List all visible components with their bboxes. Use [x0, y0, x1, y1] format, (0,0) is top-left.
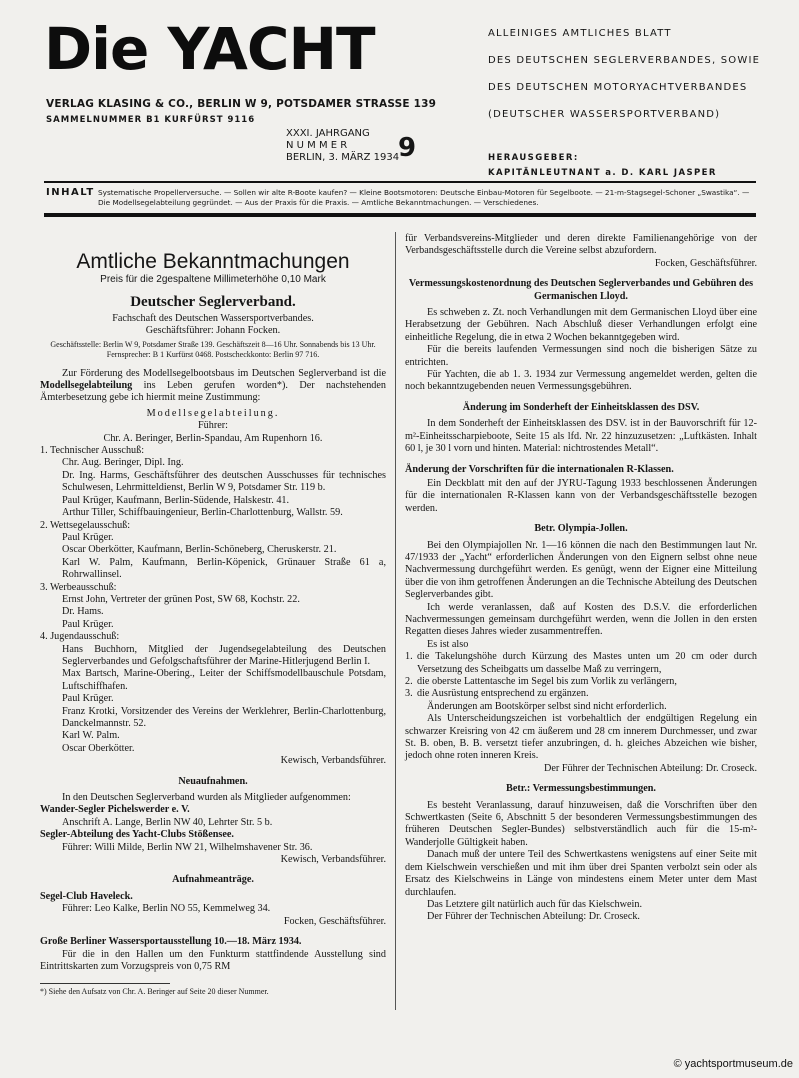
vermessung-paragraph: Für Yachten, die ab 1. 3. 1934 zur Vermessung angemeldet werden, gelten die noch bekanntzugebenden neuen Vermessungsgebühren.	[405, 369, 757, 393]
bestimmungen-heading: Betr.: Vermessungsbestimmungen.	[506, 783, 656, 795]
olympia-paragraph: Änderungen am Bootskörper selbst sind nicht erforderlich.	[427, 700, 667, 712]
committee-member: Oscar Oberkötter.	[62, 742, 135, 754]
bestimmungen-paragraph: Das Letztere gilt natürlich auch für das Kielschwein.	[427, 898, 642, 910]
olympia-paragraph: Als Unterscheidungszeichen ist vorbehaltlich der endgültigen Regelung ein schwarzer Kreisring von 42 cm äußerem und 28 cm innerem Durchmesser, und zwar St. B. oben, B. B. versetzt tiefer anzubringen, d. h. gleiches Abzeichen wie bisher, jedoch ohne roten inneren Kreis.	[405, 713, 757, 762]
committee-member: Max Bartsch, Marine-Obering., Leiter der Schiffsmodellbauschule Potsdam, Luftschiffhafen.	[62, 668, 386, 692]
footnote: *) Siehe den Aufsatz von Chr. A. Beringer auf Seite 20 dieser Nummer.	[40, 987, 269, 997]
official-statement	[488, 20, 760, 128]
committee-label: 1. Technischer Ausschuß:	[40, 445, 145, 457]
list-text: die oberste Lattentasche im Segel bis zum Vorlik zu verlängern,	[417, 676, 677, 687]
contents-text: Systematische Propellerversuche. — Sollen wir alte R-Boote kaufen? — Kleine Bootsmotoren: Deutsche Einbau-Motoren für Segelboote. — 21-m-Stagsegel-Schoner „Swastika“. — Die Modellsegelabteilung gegründet. — Aus der Praxis für die Praxis. — Amtliche Bekanntmachungen. — Verschiedenes.	[98, 188, 750, 207]
committee-member: Dr. Hams.	[62, 606, 104, 618]
left-column	[40, 230, 386, 997]
signature: Der Führer der Technischen Abteilung: Dr. Croseck.	[427, 911, 640, 923]
footnote-rule	[40, 983, 170, 984]
editor-block	[488, 151, 717, 181]
club-name: Wander-Segler Pichelswerder e. V.	[40, 804, 190, 816]
intro-text: ins Leben gerufen worden*). Der nachstehenden Ämterbesetzung gebe ich hiermit meine Zustimmung:	[40, 380, 386, 404]
official-line: DES DEUTSCHEN SEGLERVERBANDES, SOWIE	[488, 55, 761, 66]
vermessung-paragraph: Es schweben z. Zt. noch Verhandlungen mit dem Germanischen Lloyd über eine Herabsetzung der Gebühren. Nach Abschluß dieser Verhandlungen erfolgt eine einheitliche Regelung, die in etwa 2 Wochen bekanntgegeben wird.	[405, 307, 757, 343]
fuehrer-name: Chr. A. Beringer, Berlin-Spandau, Am Rupenhorn 16.	[103, 432, 323, 444]
official-line: (DEUTSCHER WASSERSPORTVERBAND)	[488, 109, 721, 120]
watermark: © yachtsportmuseum.de	[673, 1058, 793, 1070]
intro-text: Zur Förderung des Modellsegelbootsbaus im Deutschen Seglerverband ist die	[62, 367, 386, 379]
committee-member: Ernst John, Vertreter der grünen Post, SW 68, Kochstr. 22.	[62, 593, 300, 605]
abteilung-title: Modellsegelabteilung.	[146, 407, 280, 419]
committee-label: 2. Wettsegelausschuß:	[40, 519, 131, 531]
signature: Kewisch, Verbandsführer.	[280, 755, 386, 767]
neuaufnahmen-text: In den Deutschen Seglerverband wurden als Mitglieder aufgenommen:	[62, 792, 351, 804]
number-label: N U M M E R	[286, 140, 348, 151]
volume: XXXI. JAHRGANG	[286, 128, 370, 139]
club-address: Führer: Willi Milde, Berlin NW 21, Wilhelmshavener Str. 36.	[62, 841, 313, 853]
office-info: Geschäftsstelle: Berlin W 9, Potsdamer Straße 139. Geschäftszeit 8—16 Uhr. Sonnabends bis 13 Uhr. Fernsprecher: B 1 Kurfürst 0468. Postscheckkonto: Berlin 97 716.	[50, 339, 376, 359]
aufnahmeantraege-heading: Aufnahmeanträge.	[172, 874, 254, 886]
signature: Kewisch, Verbandsführer.	[280, 854, 386, 866]
issue-info	[286, 128, 486, 164]
column-divider	[395, 232, 396, 1010]
signature: Focken, Geschäftsführer.	[654, 257, 757, 269]
committee-label: 3. Werbeausschuß:	[40, 581, 117, 593]
r-klassen-paragraph: Ein Deckblatt mit den auf der JYRU-Tagung 1933 beschlossenen Änderungen für die internationalen R-Klassen kann von der Verbandsgeschäftsstelle bezogen werden.	[405, 477, 757, 514]
rule-divider-thick	[44, 213, 756, 217]
neuaufnahmen-heading: Neuaufnahmen.	[178, 775, 248, 787]
vermessung-paragraph: Für die bereits laufenden Vermessungen sind noch die bisherigen Sätze zu entrichten.	[405, 344, 757, 368]
continuation-text: für Verbandsvereins-Mitglieder und deren direkte Familienangehörige von der Verbandsgeschäftsstelle durch die Vereine selbst abzufordern.	[405, 233, 757, 257]
committee-member: Paul Krüger.	[62, 531, 114, 543]
rule-divider	[44, 181, 756, 183]
olympia-paragraph: Ich werde veranlassen, daß auf Kosten des D.S.V. die erforderlichen Nachvermessungen gemeinsam durchgeführt werden, wenn die Jollen in den ersten Regatten dieses Jahres wieder zusammentreffen.	[405, 601, 757, 638]
signature: Focken, Geschäftsführer.	[283, 915, 386, 927]
list-item: 2. die oberste Lattentasche im Segel bis zum Vorlik zu verlängern,	[405, 676, 677, 687]
bestimmungen-paragraph: Danach muß der untere Teil des Schwertkastens wenigstens auf einer Seite mit dem Kielschwein verschießen und mit ihm über drei Spanten verbolzt sein oder als Ersatz des Kielschweins in Länge von mindestens einem Meter unter dem Mast durchlaufen.	[405, 849, 757, 898]
committee-member: Paul Krüger, Kaufmann, Berlin-Südende, Halskestr. 41.	[62, 494, 290, 506]
org-heading: Deutscher Seglerverband.	[130, 294, 296, 311]
committee-label: 4. Jugendausschuß:	[40, 631, 120, 643]
editor-label: HERAUSGEBER:	[488, 153, 579, 163]
club-address: Anschrift A. Lange, Berlin NW 40, Lehrter Str. 5 b.	[62, 816, 273, 828]
right-column	[405, 233, 757, 924]
committee-member: Paul Krüger.	[62, 693, 114, 705]
committee-member: Paul Krüger.	[62, 618, 114, 630]
vermessung-heading: Vermessungskostenordnung des Deutschen Seglerverbandes und Gebühren des Germanischen Lloyd.	[408, 278, 754, 302]
olympia-heading: Betr. Olympia-Jollen.	[534, 523, 628, 535]
publisher-line: VERLAG KLASING & CO., BERLIN W 9, POTSDAMER STRASSE 139	[46, 98, 437, 110]
list-item: 1. die Takelungshöhe durch Kürzung des Mastes unten um 20 cm oder durch Versetzung des Scheibgatts um dasselbe Maß zu verringern,	[405, 651, 757, 675]
sonderheft-heading: Änderung im Sonderheft der Einheitsklassen des DSV.	[462, 401, 700, 413]
masthead-title: Die YACHT	[44, 15, 375, 83]
fachschaft: Fachschaft des Deutschen Wassersportverbandes.	[112, 312, 314, 324]
club-name: Segel-Club Haveleck.	[40, 890, 133, 902]
issue-date: BERLIN, 3. MÄRZ 1934	[286, 152, 400, 163]
editor-name: KAPITÄNLEUTNANT a. D. KARL JASPER	[488, 168, 717, 178]
fuehrer-label: Führer:	[198, 420, 228, 432]
intro-emphasis: Modellsegelabteilung	[40, 380, 133, 392]
contents-label: INHALT	[46, 187, 95, 198]
committee-member: Chr. Aug. Beringer, Dipl. Ing.	[62, 457, 184, 469]
signature: Der Führer der Technischen Abteilung: Dr. Croseck.	[544, 762, 757, 774]
club-address: Führer: Leo Kalke, Berlin NO 55, Kemmelweg 34.	[62, 903, 271, 915]
price-note: Preis für die 2gespaltene Millimeterhöhe 0,10 Mark	[100, 274, 326, 285]
olympia-paragraph: Bei den Olympiajollen Nr. 1—16 können die nach den Bestimmungen laut Nr. 47/1933 der „Yacht“ erforderlichen Änderungen von den Eignern selbst ohne neue Nachvermessung durchgeführt werden. Es genügt, wenn der Eigner eine Mitteilung über die von ihm getroffenen Änderungen an die Technische Abteilung des Deutschen Seglerverbandes gibt.	[405, 539, 757, 601]
official-line: ALLEINIGES AMTLICHES BLATT	[488, 28, 672, 39]
olympia-paragraph: Es ist also	[427, 638, 469, 650]
club-name: Segler-Abteilung des Yacht-Clubs Stößensee.	[40, 829, 234, 841]
committee-member: Dr. Ing. Harms, Geschäftsführer des deutschen Ausschusses für technisches Schulwesen, Lehrmitteldienst, Berlin W 9, Potsdamer Str. 119 b.	[62, 469, 386, 494]
committee-member: Arthur Tiller, Schiffbauingenieur, Berlin-Charlottenburg, Wallstr. 59.	[62, 507, 343, 519]
official-line: DES DEUTSCHEN MOTORYACHTVERBANDES	[488, 82, 748, 93]
expo-text: Für die in den Hallen um den Funkturm stattfindende Ausstellung sind Eintrittskarten zum Vorzugspreis von 0,75 RM	[40, 948, 386, 972]
list-text: die Ausrüstung entsprechend zu ergänzen.	[417, 688, 589, 700]
expo-heading: Große Berliner Wassersportausstellung 10.—18. März 1934.	[40, 936, 302, 948]
section-heading: Amtliche Bekanntmachungen	[76, 250, 350, 273]
committee-member: Karl W. Palm.	[62, 730, 120, 742]
intro-paragraph	[40, 368, 386, 405]
issue-number: 9	[398, 133, 417, 163]
phone-line: SAMMELNUMMER B1 KURFÜRST 9116	[46, 115, 256, 125]
committee-member: Karl W. Palm, Kaufmann, Berlin-Köpenick, Grünauer Straße 61 a, Rohrwallinsel.	[62, 556, 386, 581]
committee-member: Hans Buchhorn, Mitglied der Jugendsegelabteilung des Deutschen Seglerverbandes und Gefolgschaftsführer der Marine-Hitlerjugend Berlin I.	[62, 643, 386, 667]
bestimmungen-paragraph: Es besteht Veranlassung, darauf hinzuweisen, daß die Vorschriften über den Schwertkasten (Seite 6, Abschnitt 5 der besonderen Vermessungsbestimmungen des früheren Deutschen Segler-Bundes) selbstverständlich auch für die 15-m²-Wanderjolle Gültigkeit haben.	[405, 799, 757, 848]
committee-member: Oscar Oberkötter, Kaufmann, Berlin-Schöneberg, Cheruskerstr. 21.	[62, 544, 337, 556]
r-klassen-heading: Änderung der Vorschriften für die internationalen R-Klassen.	[405, 463, 674, 475]
geschaeftsfuehrer: Geschäftsführer: Johann Focken.	[145, 325, 281, 337]
committee-member: Franz Krotki, Vorsitzender des Vereins der Werklehrer, Berlin-Charlottenburg, Danckelmannstr. 52.	[62, 705, 386, 729]
sonderheft-paragraph: In dem Sonderheft der Einheitsklassen des DSV. ist in der Bauvorschrift für 12-m²-Einheitsscharpieboote, Seite 15 als lfd. Nr. 22 hinzuzusetzen: „Luftkästen. Inhalt 60 l, je 30 l vorn und hinten. Material: nichtrostendes Metall“.	[405, 418, 757, 455]
list-text: die Takelungshöhe durch Kürzung des Mastes unten um 20 cm oder durch Versetzung des Scheibgatts um dasselbe Maß zu verringern,	[417, 651, 757, 675]
list-item: 3. die Ausrüstung entsprechend zu ergänzen.	[405, 688, 589, 700]
